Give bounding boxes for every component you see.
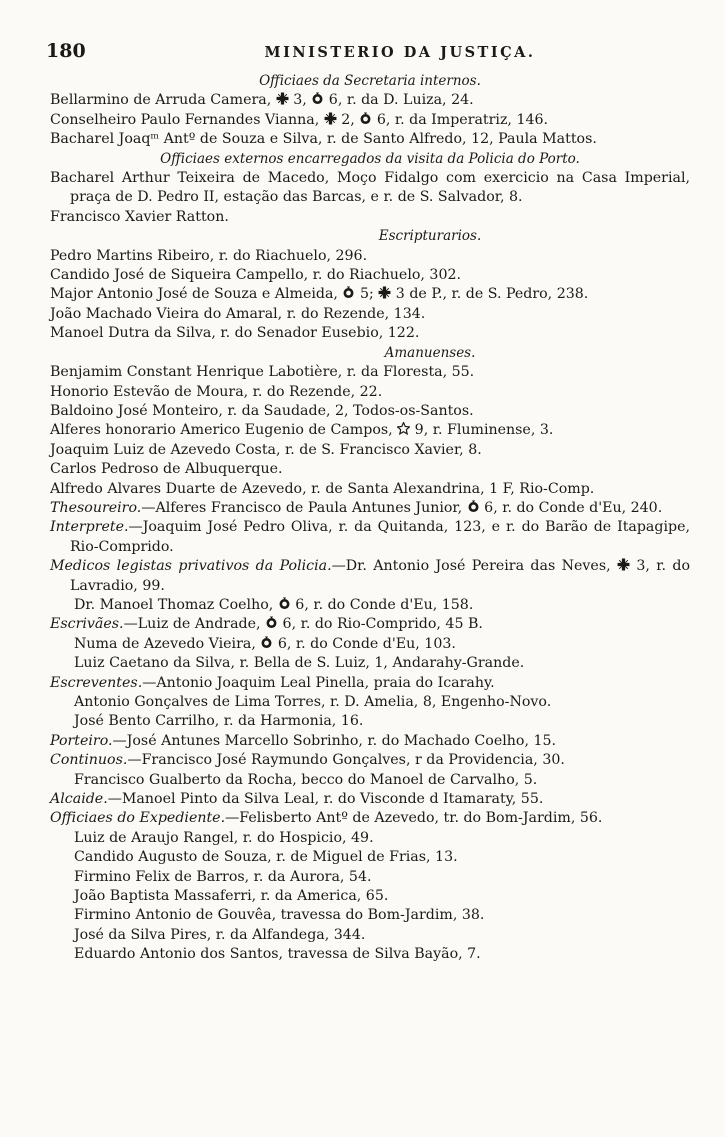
list-entry: Candido Augusto de Souza, r. de Miguel de Frias, 13.	[74, 849, 458, 866]
list-entry: Firmino Antonio de Gouvêa, travessa do Bom-Jardim, 38.	[74, 907, 485, 924]
order-rose-icon	[311, 92, 324, 105]
page-number: 180	[46, 40, 86, 62]
entry-label: Escreventes.	[50, 674, 143, 691]
list-entry: Interprete.—Joaquim José Pedro Oliva, r. da Quitanda, 123, e r. do Barão de Itapagipe, Rio-Comprido.	[50, 519, 690, 555]
list-entry: Alcaide.—Manoel Pinto da Silva Leal, r. do Visconde d Itamaraty, 55.	[50, 791, 544, 808]
list-entry: Francisco Xavier Ratton.	[50, 208, 229, 225]
order-star-icon	[397, 422, 410, 435]
list-entry: Numa de Azevedo Vieira, 6, r. do Conde d'Eu, 103.	[74, 635, 456, 652]
list-entry: Bellarmino de Arruda Camera, 3, 6, r. da D. Luiza, 24.	[50, 92, 474, 109]
section-heading: Officiaes da Secretaria internos.	[259, 73, 481, 89]
order-cross-icon	[378, 286, 391, 299]
order-cross-icon	[617, 558, 630, 571]
section-heading: Escripturarios.	[378, 228, 482, 245]
list-entry: Porteiro.—José Antunes Marcello Sobrinho, r. do Machado Coelho, 15.	[50, 732, 557, 749]
list-entry: Firmino Felix de Barros, r. da Aurora, 54.	[74, 868, 372, 885]
order-rose-icon	[467, 500, 480, 513]
list-entry: Bacharel Arthur Teixeira de Macedo, Moço Fidalgo com exercicio na Casa Imperial, praça de D. Pedro II, estação das Barcas, e r. de S. Salvador, 8.	[50, 170, 690, 206]
order-rose-icon	[260, 636, 273, 649]
list-entry: Thesoureiro.—Alferes Francisco de Paula Antunes Junior, 6, r. do Conde d'Eu, 240.	[50, 499, 663, 516]
order-cross-icon	[324, 112, 337, 125]
list-entry: João Machado Vieira do Amaral, r. do Rezende, 134.	[50, 305, 426, 322]
list-entry: João Baptista Massaferri, r. da America, 65.	[74, 888, 389, 905]
section-heading: Amanuenses.	[384, 344, 476, 361]
list-entry: Escreventes.—Antonio Joaquim Leal Pinella, praia do Icarahy.	[50, 674, 495, 691]
list-entry: Candido José de Siqueira Campello, r. do Riachuelo, 302.	[50, 267, 462, 284]
entry-label: Medicos legistas privativos da Policia.	[50, 558, 332, 575]
entry-label: Interprete.	[50, 519, 129, 536]
list-entry: Dr. Manoel Thomaz Coelho, 6, r. do Conde d'Eu, 158.	[74, 596, 474, 613]
list-entry: Major Antonio José de Souza e Almeida, 5; 3 de P., r. de S. Pedro, 238.	[50, 286, 589, 303]
list-entry: José da Silva Pires, r. da Alfandega, 344.	[74, 926, 366, 943]
list-entry: Carlos Pedroso de Albuquerque.	[50, 461, 283, 478]
list-entry: Baldoino José Monteiro, r. da Saudade, 2, Todos-os-Santos.	[50, 402, 474, 419]
order-rose-icon	[359, 112, 372, 125]
list-entry: Conselheiro Paulo Fernandes Vianna, 2, 6, r. da Imperatriz, 146.	[50, 111, 549, 128]
directory-body	[50, 72, 690, 965]
list-entry: Antonio Gonçalves de Lima Torres, r. D. Amelia, 8, Engenho-Novo.	[74, 694, 552, 710]
list-entry: Alferes honorario Americo Eugenio de Campos, 9, r. Fluminense, 3.	[50, 422, 554, 439]
entry-label: Porteiro.	[50, 732, 113, 749]
order-cross-icon	[276, 92, 289, 105]
list-entry: Bacharel Joaqᵐ Antº de Souza e Silva, r. de Santo Alfredo, 12, Paula Mattos.	[50, 131, 597, 148]
list-entry: Officiaes do Expediente.—Felisberto Antº de Azevedo, tr. do Bom-Jardim, 56.	[50, 810, 603, 827]
list-entry: Pedro Martins Ribeiro, r. do Riachuelo, 296.	[50, 247, 368, 264]
list-entry: Medicos legistas privativos da Policia.—Dr. Antonio José Pereira das Neves, 3, r. do Lavradio, 99.	[50, 558, 690, 594]
list-entry: Benjamim Constant Henrique Labotière, r. da Floresta, 55.	[50, 364, 475, 381]
entry-label: Alcaide.	[50, 791, 108, 808]
list-entry: José Bento Carrilho, r. da Harmonia, 16.	[74, 713, 364, 730]
list-entry: Eduardo Antonio dos Santos, travessa de Silva Bayão, 7.	[74, 946, 481, 963]
order-rose-icon	[265, 616, 278, 629]
list-entry: Escrivães.—Luiz de Andrade, 6, r. do Rio-Comprido, 45 B.	[50, 616, 483, 633]
entry-label: Escrivães.	[50, 616, 124, 633]
list-entry: Francisco Gualberto da Rocha, becco do Manoel de Carvalho, 5.	[74, 771, 538, 788]
section-heading: Officiaes externos encarregados da visita da Policia do Porto.	[160, 150, 580, 167]
list-entry: Honorio Estevão de Moura, r. do Rezende, 22.	[50, 383, 383, 400]
page-header	[0, 40, 725, 66]
entry-label: Officiaes do Expediente.	[50, 810, 226, 827]
list-entry: Luiz Caetano da Silva, r. Bella de S. Luiz, 1, Andarahy-Grande.	[74, 655, 525, 672]
order-rose-icon	[342, 286, 355, 299]
list-entry: Continuos.—Francisco José Raymundo Gonçalves, r da Providencia, 30.	[50, 752, 565, 769]
running-title: MINISTERIO DA JUSTIÇA.	[264, 44, 536, 61]
list-entry: Alfredo Alvares Duarte de Azevedo, r. de Santa Alexandrina, 1 F, Rio-Comp.	[50, 480, 595, 497]
entry-label: Thesoureiro.	[50, 499, 142, 516]
list-entry: Luiz de Araujo Rangel, r. do Hospicio, 49.	[74, 829, 374, 846]
entry-label: Continuos.	[50, 752, 128, 769]
list-entry: Joaquim Luiz de Azevedo Costa, r. de S. Francisco Xavier, 8.	[50, 441, 482, 458]
order-rose-icon	[278, 597, 291, 610]
list-entry: Manoel Dutra da Silva, r. do Senador Eusebio, 122.	[50, 325, 420, 342]
